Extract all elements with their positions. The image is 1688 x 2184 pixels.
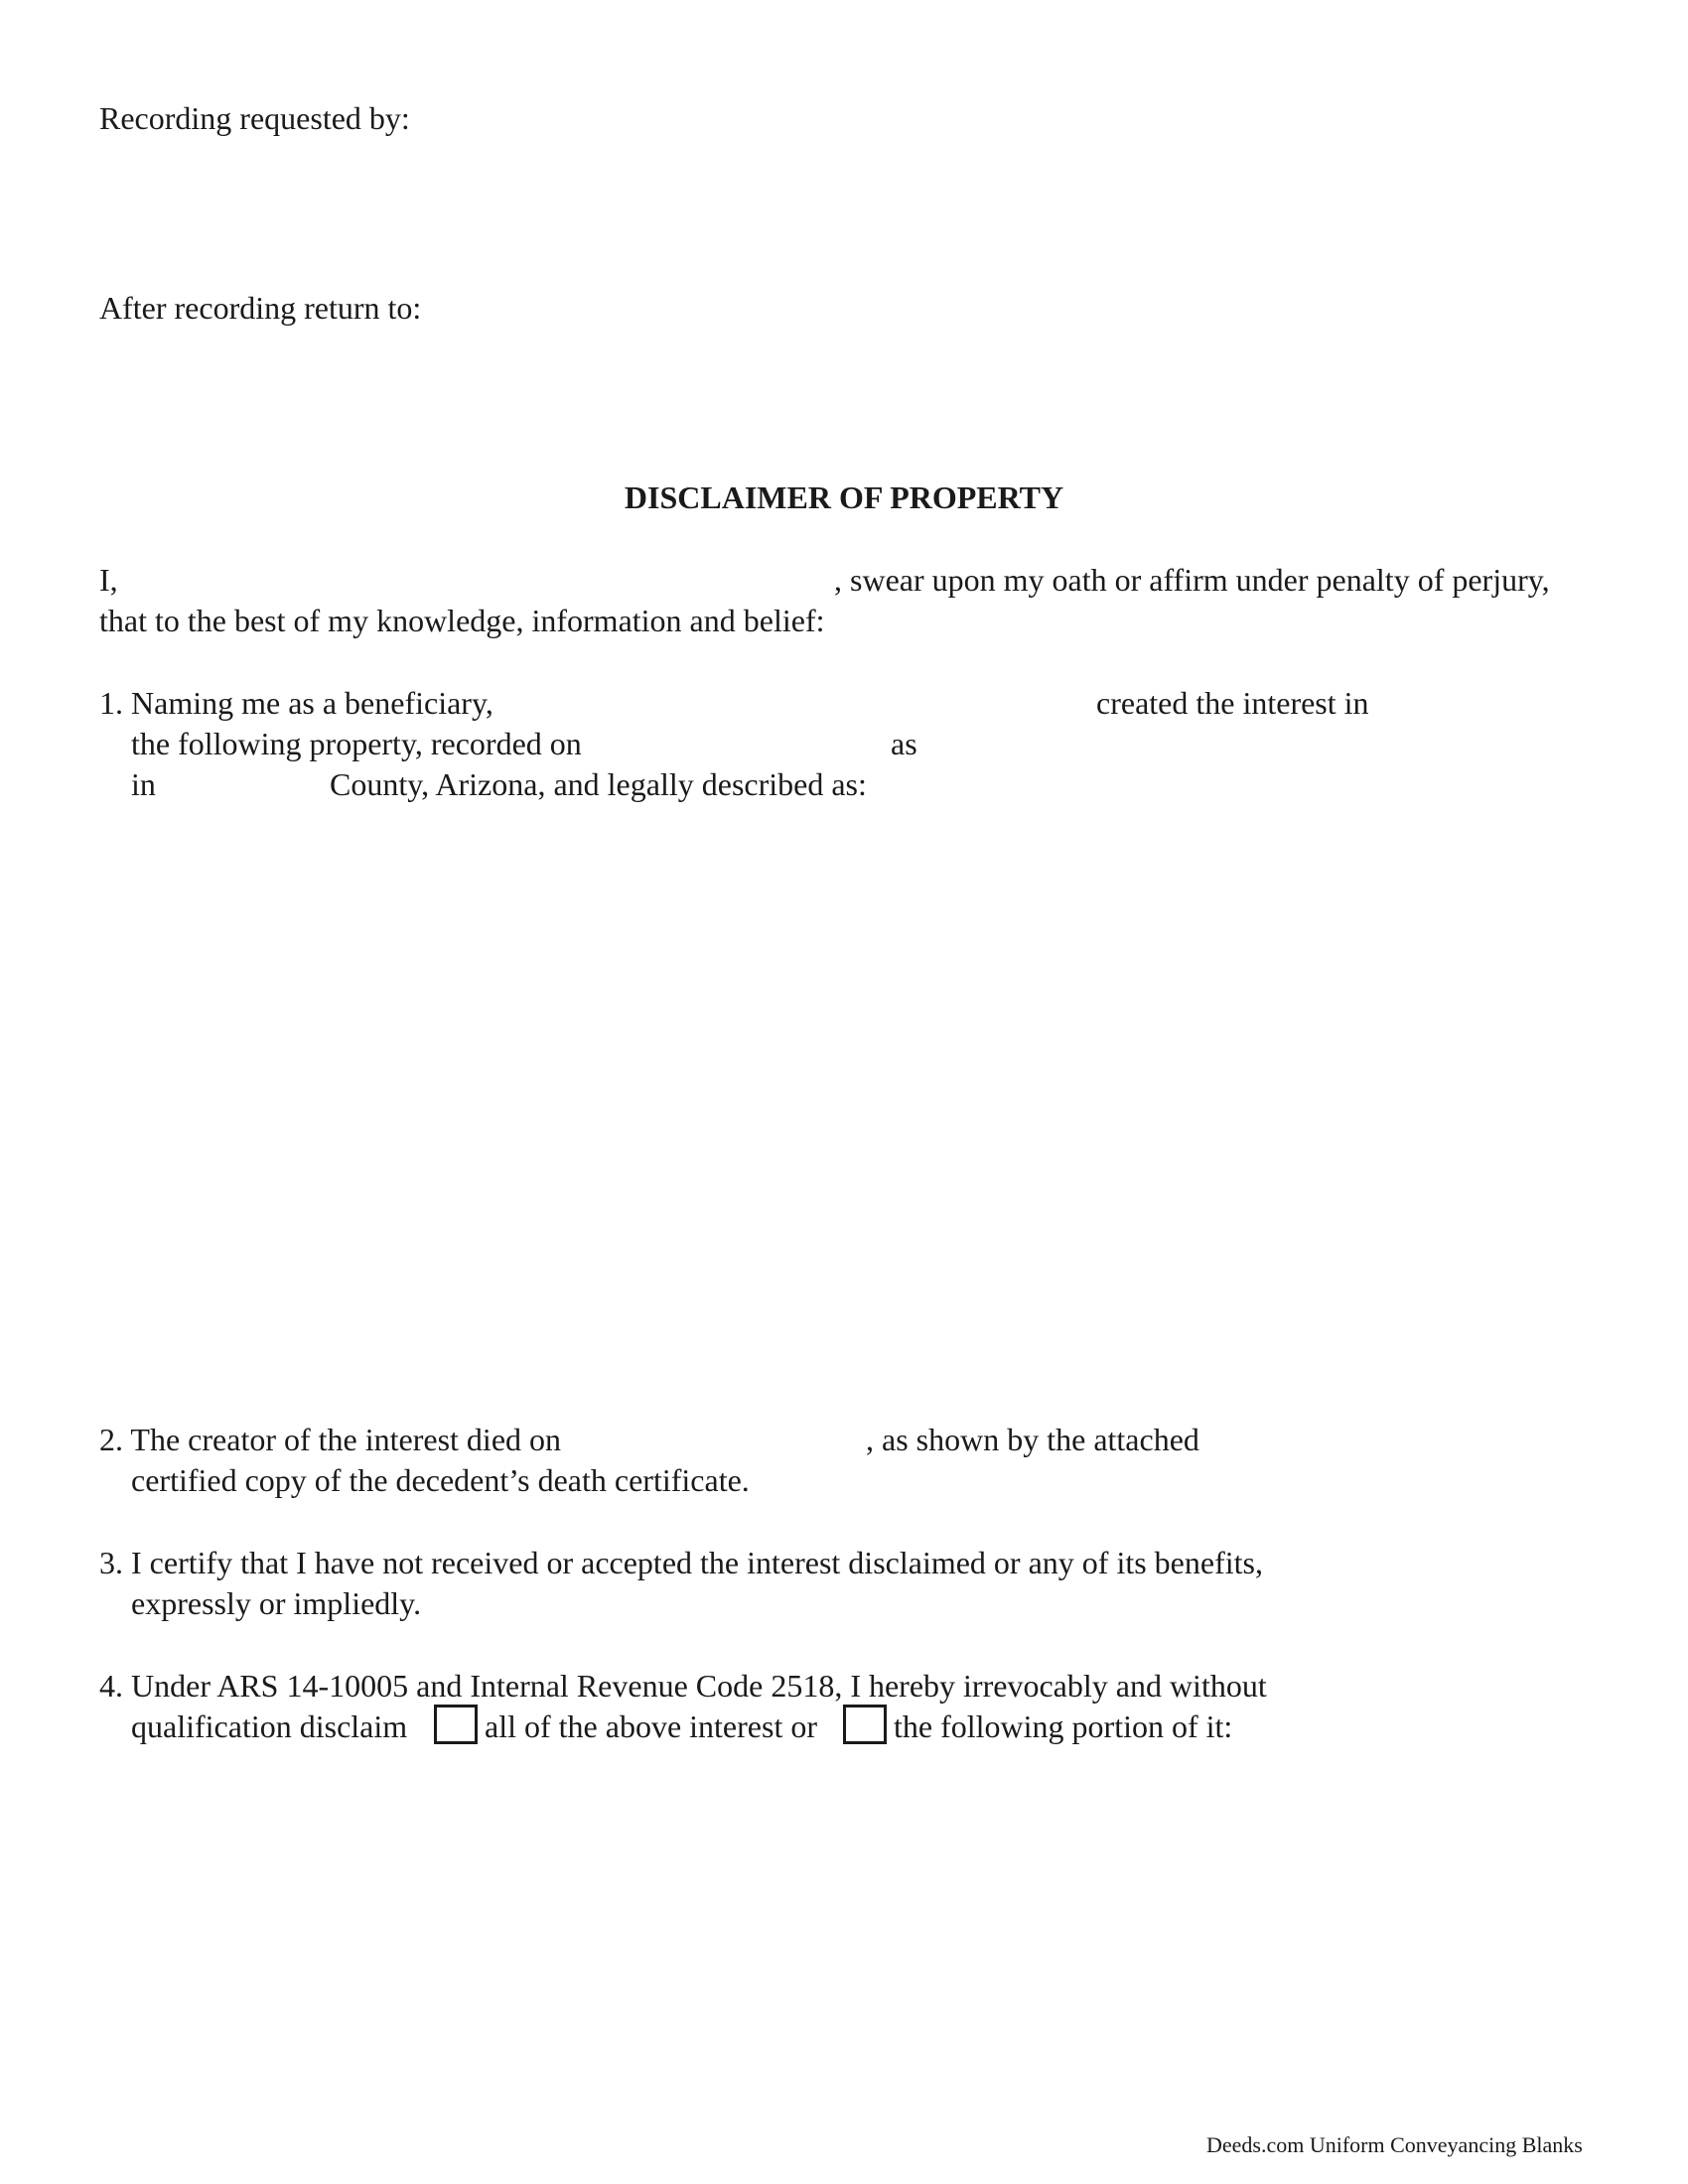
item-1-line-2-start: the following property, recorded on	[131, 726, 582, 761]
footer-text: Deeds.com Uniform Conveyancing Blanks	[1206, 2132, 1583, 2157]
item-3-line-2: expressly or impliedly.	[131, 1585, 422, 1621]
item-1-line-3-end: County, Arizona, and legally described as:	[330, 766, 867, 802]
item-2-line-1-end: , as shown by the attached	[866, 1422, 1199, 1457]
document-title: DISCLAIMER OF PROPERTY	[624, 479, 1064, 515]
item-4-line-2-start: qualification disclaim	[131, 1708, 408, 1744]
after-recording-return-to-label: After recording return to:	[99, 290, 422, 326]
intro-oath-text: , swear upon my oath or affirm under penalty of perjury,	[834, 562, 1550, 598]
item-4-line-1: 4. Under ARS 14-10005 and Internal Revenue Code 2518, I hereby irrevocably and without	[99, 1668, 1267, 1704]
recording-requested-by-label: Recording requested by:	[99, 100, 410, 136]
item-3-line-1: 3. I certify that I have not received or accepted the interest disclaimed or any of its benefits,	[99, 1545, 1263, 1580]
disclaim-all-checkbox[interactable]	[434, 1705, 478, 1744]
item-4-line-2-end: the following portion of it:	[894, 1708, 1233, 1744]
intro-prefix: I,	[99, 562, 118, 598]
item-1-line-1-start: 1. Naming me as a beneficiary,	[99, 685, 493, 721]
disclaim-portion-checkbox[interactable]	[843, 1705, 887, 1744]
item-1-line-3-start: in	[131, 766, 156, 802]
item-4-line-2-middle: all of the above interest or	[485, 1708, 817, 1744]
item-2-line-2: certified copy of the decedent’s death certificate.	[131, 1462, 750, 1498]
intro-line-2: that to the best of my knowledge, information and belief:	[99, 603, 825, 638]
item-2-line-1-start: 2. The creator of the interest died on	[99, 1422, 562, 1457]
item-1-line-1-end: created the interest in	[1096, 685, 1369, 721]
item-1-line-2-end: as	[891, 726, 917, 761]
